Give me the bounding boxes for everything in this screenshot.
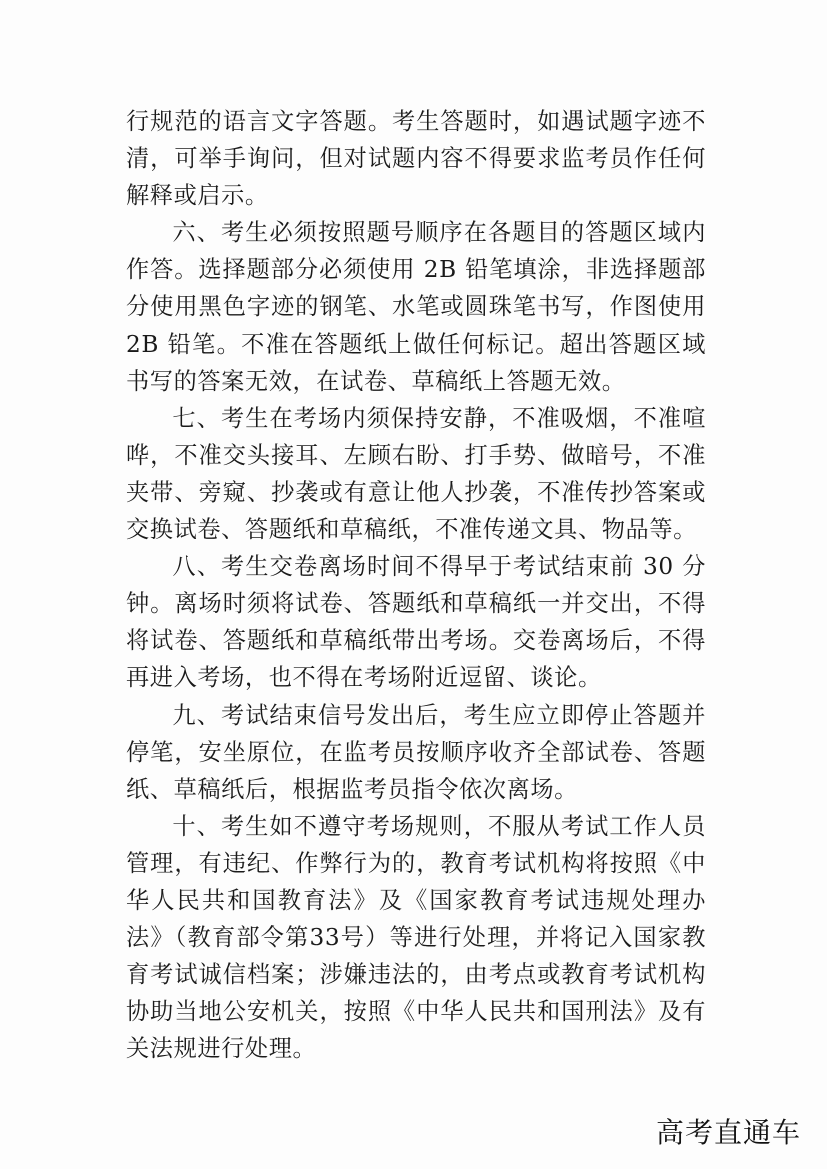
- paragraph-rule-10: 十、考生如不遵守考场规则，不服从考试工作人员管理，有违纪、作弊行为的，教育考试机构将按照《中华人民共和国教育法》及《国家教育考试违规处理办法》（教育部令第33号）等进行处理，并将记入国家教育考试诚信档案；涉嫌违法的，由考点或教育考试机构协助当地公安机关，按照《中华人民共和国刑法》及有关法规进行处理。: [126, 812, 706, 1063]
- paragraph-continuation: 行规范的语言文字答题。考生答题时，如遇试题字迹不清，可举手询问，但对试题内容不得要求监考员作任何解释或启示。: [126, 108, 706, 210]
- watermark-logo-text: 高考直通车: [655, 1116, 801, 1149]
- paragraph-rule-6: 六、考生必须按照题号顺序在各题目的答题区域内作答。选择题部分必须使用 2B 铅笔填涂，非选择题部分使用黑色字迹的钢笔、水笔或圆珠笔书写，作图使用 2B 铅笔。不准在答题纸上做任何标记。超出答题区域书写的答案无效，在试卷、草稿纸上答题无效。: [126, 219, 714, 395]
- paragraph-rule-8: 八、考生交卷离场时间不得早于考试结束前 30 分钟。离场时须将试卷、答题纸和草稿纸一并交出，不得将试卷、答题纸和草稿纸带出考场。交卷离场后，不得再进入考场，也不得在考场附近逗留、谈论。: [126, 553, 706, 692]
- paragraph-rule-9: 九、考试结束信号发出后，考生应立即停止答题并停笔，安坐原位，在监考员按顺序收齐全部试卷、答题纸、草稿纸后，根据监考员指令依次离场。: [126, 701, 706, 803]
- paragraph-rule-7: 七、考生在考场内须保持安静，不准吸烟，不准喧哗，不准交头接耳、左顾右盼、打手势、做暗号，不准夹带、旁窥、抄袭或有意让他人抄袭，不准传抄答案或交换试卷、答题纸和草稿纸，不准传递文具、物品等。: [126, 404, 706, 544]
- document-body: [126, 103, 714, 1067]
